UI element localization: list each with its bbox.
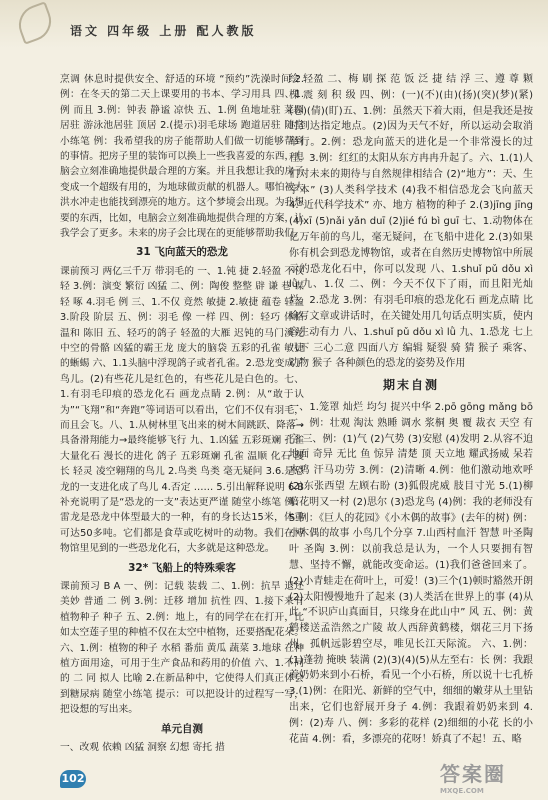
right-column [289,72,533,747]
answer-paragraph: 一、改观 依赖 凶猛 洞察 幻想 寄托 措 [60,742,225,754]
answer-paragraph: 绘 轻盈 二、梅 刷 探 范 饭 泛 捷 结 浮 三、遵 尊 颗 棵 震 刻 积 级 四、例：(一)(不)(由)(扬)(突)(梦)(紧)(卷)(倩)(盯)五、1.例：虽然天下着大雨，但是我还是按时到达指定地点。(2)因为天气不好，所以运动会取消举行。2.例：恐龙向蓝天的进化是一个非常漫长的过程。3.例：红红的太阳从东方冉冉升起了。六、1.(1)人们对未来的期待与自然规律相结合 (2)“地方”：天、生字本” (3)人类科学技术 (4)我不相信恐龙会飞向蓝天 4.“近代科学技术” 亦、地方 植物的种子 2.(3)jīng jīng (4)xī (5)nǎi yǎn duī (2)jié fú bì guī 七、1.动物体在亿万年前的鸟儿，毫无疑问，在飞船中进化 2.(3)如果你有机会到恐龙博物馆，或者在自然历史博物馆中所展示的恐龙化石中，你可以发现 八、1.shuǐ pǔ dǒu xì lǜ 九、1.仅 二、例：今天不仅下了雨，而且阳光灿烂。2.恐龙 3.例：有羽毛印痕的恐龙化石 画龙点睛 比喻写文章或讲话时，在关键处用几句话点明实质，使内容生动有力 八、1.shuǐ pǔ dǒu xì lǜ 九、1.恐龙 七上八下 三心二意 四面八方 编辑 疑裂 骑 猜 猴子 乘客、动物 猴子 各种颜色的恐龙的姿势及作用 [289,74,533,370]
section-title: 31 飞向蓝天的恐龙 [136,246,228,259]
section-title: 单元自测 [161,722,203,735]
watermark-main: 答案圈 [440,762,506,786]
answer-paragraph: 一、1.笼罩 灿烂 均匀 捉兴中华 2.pō gōng mǎng bō 二、例：壮观 淘汰 熟睡 调水 浆桐 奥 覆 裁衣 天空 有空 三、例：(1)气 (2)气势 (3)安慰 (4)发明 2.从容不迫 地面 奇异 无比 鱼 惊异 清楚 顶 天立地 耀武扬威 呆若木鸡 汗马功劳 3.例：(2)清晰 4.例：他们激动地欢呼 (2)东张西望 左顾右盼 (3)狐假虎威 肢目寸光 5.(1)柳暗花明又一村 (2)思尔 (3)恐龙鸟 (4)例：我的老师没有 5.例：《巨人的花园》《小木偶的故事》(去年的树) 例：小木偶的故事 小鸟几个分享 7.山西村血汗 智慧 叶圣陶 叶 圣陶 3.例：以前我总是认为，一个人只要拥有智慧、坚持不懈，就能改变命运。(1)我们爸爸回来了。(2)小青蛙走在荷叶上，可爱！(3)三个(1)顿时豁然开朗 (2)太阳慢慢地升了起来 (3)人类活在世界上的事 (4)从此 “不识庐山真面目，只缘身在此山中” 风 五、例：黄鹤楼送孟浩然之广陵 故人西辞黄鹤楼，烟花三月下扬州。孤帆远影碧空尽，唯见长江天际流。 六、1.例：(1)蓬勃 掩映 装满 (2)(3)(4)(5)从左至右：长 例：我跟着奶奶来到小石桥，看见一个小石桥，所以说十七孔桥 3.(1)例：在阳光、新鲜的空气中，细细的嫩芽从土里钻出来，它们也舒展开身子 4.例：我跟着奶奶来到 4.例：(2)寿 八、例：多彩的花样 (2)细细的小花 长的小花苗 4.例：看，多漂亮的花呀！娇真了不起！五、略 [289,401,533,745]
watermark-sub: MXQE.COM [440,787,484,795]
left-column [60,72,304,755]
page-header: 语文 四年级 上册 配人教版 [70,24,257,38]
watermark-logo [440,758,540,796]
section-title: 32* 飞船上的特殊乘客 [128,561,236,574]
section-title: 期末自测 [382,378,439,393]
answer-paragraph: 课前预习 两亿三千万 带羽毛的 一、1.钝 捷 2.轻盈 不仅 轻 3.例：演变 繁衍 凶猛 二、例：陶俊 整整 辟 谦 巷 谋 轻 啄 4.羽毛 例 三、1.不仅 竟然 敏捷 2.敏捷 蕴卷 轻盈 3.阶段 阶层 五、例：羽毛 像 一样 四、例：轻巧 体格 温和 陈旧 五、轻巧的鸽子 轻盈的大雁 迟钝的马门溪龙 中空的骨骼 凶猛的霸王龙 庞大的脑袋 五彩的孔雀 敏捷的蜥蜴 六、1.1头脑中浮现鸽子或者孔雀。2.恐龙变成了鸟儿。(2)有些花儿是红色的，有些花儿是白色的。七、1.有羽毛印痕的恐龙化石 画龙点睛 2.例：从“敢于认为”“飞翔”和“奔跑”等词语可以看出，它们不仅有羽毛，而且会飞。八、1.从树林里飞出来的树木间跳跃、降落→具备滑翔能力→最终能够飞行 九、1.凶猛 五彩斑斓 孔雀 大量化石 漫长的进化 鸽子 五彩斑斓 孔雀 温顺 化石 漫长 轻灵 凌空翱翔的鸟儿 2.鸟类 鸟类 毫无疑问 3.6.是恐龙的一支进化成了鸟儿 4.否定 …… 5.引出解释说明 6.B 补充说明了是“恐龙的一支”表达更严谨 随堂小练笔 例：雷龙是恐龙中体型最大的一种，有的身长达15米，体重可达50多吨。它们都是食草或吃树叶的动物。我们在博物馆里见到的一些恐龙化石，大多就是这种恐龙。 [60,265,304,555]
answer-paragraph: 烹调 休息时提供安全、舒适的环境 “预约”洗澡时间 2.例：在冬天的第二天上课要用的书本、学习用具 四、1.例 而且 3.例：钟表 静谧 凉快 五、1.例 鱼地址驻 莱园居驻 游泳池居驻 顶居 2.(提示)羽毛球场 跑道居驻 随堂小练笔 例：我希望我的房子能帮助人们做一切能够帮到的事情。把房子里的装饰可以换上一些我喜爱的东西，电脑会立刻准确地提供最合理的方案。并且我想让我的房子变成一个超级有用的，为地球做贡献的机器人。哪怕被大洪水冲走也能找到漂亮的地方。这个梦境会出现。为我想要的东西，比如，电脑会立刻准确地提供合理的方案，让我学会了更多。未来的房子会比现在的更能够帮助我们。 [60,74,304,240]
answer-paragraph: 课前预习 B A 一、例：记载 装载 二、1.例：抗旱 退还 美妙 普通 二 例 3.例：迁移 增加 抗性 四、1.接下来有植物种子 种子 五、2.例：地上，有的同学在在打开，比如太空莲子里的种植不仅在太空中植物，还要搭配花朵。六、1.例：植物的种子 水稻 番茄 黄瓜 蔬菜 3.地球 在种植方面用途，可用于生产食品和药用的价值 六、1.不同的 二 同 拟人 比喻 2.在新品种中，它使得人们真正体会到糖尿病 随堂小练笔 提示：可以把设计的过程写一写，把设想的写出来。 [60,581,304,716]
page-number: 102 [60,770,86,788]
